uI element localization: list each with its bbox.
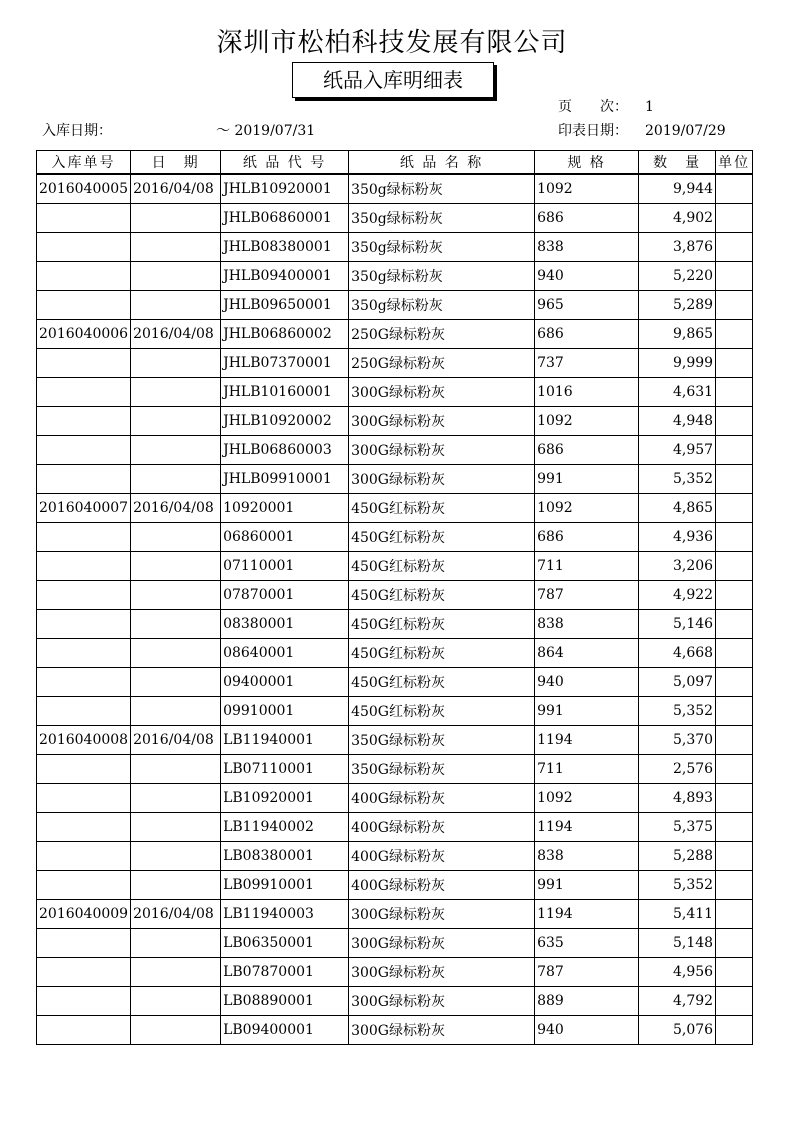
table-row <box>37 291 753 320</box>
table-row <box>37 871 753 900</box>
cell-unit <box>716 929 753 958</box>
cell-inbound-no <box>37 697 131 726</box>
cell-date <box>131 233 221 262</box>
cell-date <box>131 465 221 494</box>
cell-spec: 635 <box>535 929 639 958</box>
cell-spec: 940 <box>535 262 639 291</box>
table-row <box>37 233 753 262</box>
cell-quantity: 3,876 <box>639 233 716 262</box>
cell-paper-code: JHLB09400001 <box>221 262 349 291</box>
cell-date <box>131 842 221 871</box>
cell-quantity: 4,668 <box>639 639 716 668</box>
cell-unit <box>716 842 753 871</box>
table-row <box>37 407 753 436</box>
table-row <box>37 726 753 755</box>
cell-spec: 737 <box>535 349 639 378</box>
cell-paper-name: 350g绿标粉灰 <box>349 233 535 262</box>
cell-inbound-no <box>37 929 131 958</box>
cell-inbound-no <box>37 291 131 320</box>
cell-date <box>131 349 221 378</box>
cell-quantity: 9,999 <box>639 349 716 378</box>
cell-inbound-no: 2016040008 <box>37 726 131 755</box>
cell-date: 2016/04/08 <box>131 900 221 929</box>
cell-paper-name: 300G绿标粉灰 <box>349 407 535 436</box>
cell-spec: 1092 <box>535 174 639 204</box>
cell-spec: 940 <box>535 1016 639 1045</box>
header-unit: 单位 <box>716 151 753 175</box>
cell-paper-code: LB09910001 <box>221 871 349 900</box>
cell-spec: 711 <box>535 755 639 784</box>
cell-quantity: 5,097 <box>639 668 716 697</box>
cell-spec: 711 <box>535 552 639 581</box>
cell-inbound-no <box>37 233 131 262</box>
cell-date <box>131 755 221 784</box>
cell-paper-code: JHLB06860002 <box>221 320 349 349</box>
cell-unit <box>716 349 753 378</box>
cell-unit <box>716 465 753 494</box>
cell-unit <box>716 900 753 929</box>
cell-unit <box>716 262 753 291</box>
cell-paper-code: JHLB10920001 <box>221 174 349 204</box>
cell-quantity: 4,893 <box>639 784 716 813</box>
cell-date <box>131 378 221 407</box>
cell-unit <box>716 552 753 581</box>
cell-spec: 1092 <box>535 784 639 813</box>
table-row <box>37 929 753 958</box>
cell-unit <box>716 407 753 436</box>
cell-paper-code: 06860001 <box>221 523 349 552</box>
cell-paper-code: 08380001 <box>221 610 349 639</box>
table-row <box>37 842 753 871</box>
cell-paper-name: 450G红标粉灰 <box>349 552 535 581</box>
cell-spec: 686 <box>535 523 639 552</box>
cell-spec: 1194 <box>535 726 639 755</box>
cell-quantity: 5,411 <box>639 900 716 929</box>
cell-date <box>131 291 221 320</box>
cell-inbound-no <box>37 465 131 494</box>
cell-unit <box>716 1016 753 1045</box>
inbound-detail-table <box>36 150 753 1045</box>
cell-paper-code: JHLB09650001 <box>221 291 349 320</box>
cell-unit <box>716 871 753 900</box>
table-row <box>37 987 753 1016</box>
cell-unit <box>716 697 753 726</box>
cell-spec: 991 <box>535 871 639 900</box>
cell-date <box>131 697 221 726</box>
page-label: 页 次： <box>558 99 628 115</box>
cell-date <box>131 610 221 639</box>
cell-date: 2016/04/08 <box>131 494 221 523</box>
cell-paper-name: 350g绿标粉灰 <box>349 262 535 291</box>
cell-date <box>131 813 221 842</box>
table-row <box>37 668 753 697</box>
cell-paper-name: 300G绿标粉灰 <box>349 929 535 958</box>
print-date-label: 印表日期： <box>558 123 628 139</box>
cell-unit <box>716 958 753 987</box>
cell-inbound-no <box>37 581 131 610</box>
cell-quantity: 4,936 <box>639 523 716 552</box>
cell-quantity: 5,148 <box>639 929 716 958</box>
cell-date <box>131 436 221 465</box>
cell-inbound-no <box>37 871 131 900</box>
cell-spec: 838 <box>535 233 639 262</box>
cell-date: 2016/04/08 <box>131 320 221 349</box>
cell-unit <box>716 291 753 320</box>
cell-date <box>131 262 221 291</box>
cell-paper-code: LB08380001 <box>221 842 349 871</box>
cell-paper-name: 450G红标粉灰 <box>349 668 535 697</box>
cell-date <box>131 871 221 900</box>
cell-inbound-no <box>37 1016 131 1045</box>
cell-inbound-no <box>37 204 131 233</box>
cell-quantity: 5,375 <box>639 813 716 842</box>
cell-paper-name: 350g绿标粉灰 <box>349 291 535 320</box>
table-row <box>37 436 753 465</box>
table-row <box>37 639 753 668</box>
cell-quantity: 5,352 <box>639 465 716 494</box>
cell-unit <box>716 174 753 204</box>
cell-unit <box>716 987 753 1016</box>
table-row <box>37 784 753 813</box>
cell-unit <box>716 581 753 610</box>
cell-unit <box>716 610 753 639</box>
cell-date: 2016/04/08 <box>131 726 221 755</box>
cell-paper-code: JHLB10160001 <box>221 378 349 407</box>
cell-spec: 1194 <box>535 900 639 929</box>
cell-paper-code: JHLB08380001 <box>221 233 349 262</box>
cell-spec: 889 <box>535 987 639 1016</box>
inbound-date-range: ～ 2019/07/31 <box>216 123 316 139</box>
cell-date <box>131 784 221 813</box>
cell-paper-name: 300G绿标粉灰 <box>349 900 535 929</box>
cell-spec: 686 <box>535 320 639 349</box>
table-row <box>37 610 753 639</box>
cell-paper-name: 350G绿标粉灰 <box>349 755 535 784</box>
cell-paper-code: 07870001 <box>221 581 349 610</box>
cell-inbound-no <box>37 262 131 291</box>
cell-quantity: 4,792 <box>639 987 716 1016</box>
cell-date <box>131 639 221 668</box>
table-row <box>37 552 753 581</box>
cell-unit <box>716 668 753 697</box>
cell-paper-name: 400G绿标粉灰 <box>349 813 535 842</box>
cell-inbound-no <box>37 349 131 378</box>
table-row <box>37 204 753 233</box>
cell-unit <box>716 494 753 523</box>
inbound-date-label: 入库日期： <box>42 123 112 139</box>
cell-quantity: 4,865 <box>639 494 716 523</box>
table-row <box>37 958 753 987</box>
table-row <box>37 465 753 494</box>
cell-unit <box>716 204 753 233</box>
cell-quantity: 4,948 <box>639 407 716 436</box>
cell-inbound-no <box>37 958 131 987</box>
cell-quantity: 5,352 <box>639 697 716 726</box>
company-name: 深圳市松柏科技发展有限公司 <box>216 28 568 58</box>
cell-paper-code: LB08890001 <box>221 987 349 1016</box>
cell-date <box>131 958 221 987</box>
cell-paper-code: LB11940001 <box>221 726 349 755</box>
table-row <box>37 349 753 378</box>
cell-date <box>131 987 221 1016</box>
cell-unit <box>716 726 753 755</box>
cell-quantity: 4,902 <box>639 204 716 233</box>
report-title: 纸品入库明细表 <box>292 62 494 98</box>
cell-paper-name: 300G绿标粉灰 <box>349 958 535 987</box>
cell-inbound-no <box>37 813 131 842</box>
cell-paper-name: 350g绿标粉灰 <box>349 174 535 204</box>
cell-quantity: 9,944 <box>639 174 716 204</box>
cell-paper-name: 300G绿标粉灰 <box>349 378 535 407</box>
cell-quantity: 4,957 <box>639 436 716 465</box>
table-row <box>37 1016 753 1045</box>
cell-spec: 991 <box>535 697 639 726</box>
cell-spec: 787 <box>535 581 639 610</box>
cell-spec: 1092 <box>535 494 639 523</box>
table-row <box>37 262 753 291</box>
cell-spec: 838 <box>535 610 639 639</box>
table-row <box>37 581 753 610</box>
cell-date <box>131 668 221 697</box>
cell-paper-name: 300G绿标粉灰 <box>349 465 535 494</box>
cell-paper-name: 350G绿标粉灰 <box>349 726 535 755</box>
cell-paper-name: 250G绿标粉灰 <box>349 320 535 349</box>
cell-unit <box>716 320 753 349</box>
cell-inbound-no: 2016040005 <box>37 174 131 204</box>
cell-paper-name: 450G红标粉灰 <box>349 581 535 610</box>
cell-quantity: 5,288 <box>639 842 716 871</box>
cell-paper-name: 250G绿标粉灰 <box>349 349 535 378</box>
cell-inbound-no <box>37 668 131 697</box>
cell-unit <box>716 813 753 842</box>
cell-spec: 686 <box>535 436 639 465</box>
cell-date <box>131 1016 221 1045</box>
cell-inbound-no <box>37 407 131 436</box>
cell-date <box>131 407 221 436</box>
cell-quantity: 5,370 <box>639 726 716 755</box>
cell-spec: 1016 <box>535 378 639 407</box>
cell-paper-code: 09400001 <box>221 668 349 697</box>
cell-spec: 940 <box>535 668 639 697</box>
cell-unit <box>716 523 753 552</box>
cell-date: 2016/04/08 <box>131 174 221 204</box>
cell-spec: 838 <box>535 842 639 871</box>
cell-inbound-no <box>37 552 131 581</box>
header-quantity: 数 量 <box>639 151 716 175</box>
table-row <box>37 755 753 784</box>
cell-paper-code: 10920001 <box>221 494 349 523</box>
cell-paper-name: 450G红标粉灰 <box>349 697 535 726</box>
cell-inbound-no: 2016040009 <box>37 900 131 929</box>
cell-spec: 864 <box>535 639 639 668</box>
cell-paper-name: 400G绿标粉灰 <box>349 784 535 813</box>
table-row <box>37 174 753 204</box>
table-row <box>37 523 753 552</box>
cell-spec: 991 <box>535 465 639 494</box>
cell-quantity: 4,631 <box>639 378 716 407</box>
cell-quantity: 5,352 <box>639 871 716 900</box>
cell-unit <box>716 436 753 465</box>
table-row <box>37 900 753 929</box>
table-row <box>37 494 753 523</box>
cell-paper-code: JHLB06860003 <box>221 436 349 465</box>
cell-paper-code: LB09400001 <box>221 1016 349 1045</box>
cell-inbound-no <box>37 987 131 1016</box>
print-date-value: 2019/07/29 <box>645 123 726 139</box>
cell-quantity: 4,922 <box>639 581 716 610</box>
cell-quantity: 4,956 <box>639 958 716 987</box>
cell-paper-name: 300G绿标粉灰 <box>349 1016 535 1045</box>
cell-paper-name: 450G红标粉灰 <box>349 610 535 639</box>
cell-paper-code: JHLB06860001 <box>221 204 349 233</box>
cell-spec: 965 <box>535 291 639 320</box>
cell-paper-name: 400G绿标粉灰 <box>349 871 535 900</box>
cell-paper-name: 450G红标粉灰 <box>349 523 535 552</box>
cell-paper-code: LB11940003 <box>221 900 349 929</box>
cell-spec: 1194 <box>535 813 639 842</box>
cell-paper-code: LB10920001 <box>221 784 349 813</box>
cell-spec: 1092 <box>535 407 639 436</box>
table-header-row <box>37 151 753 175</box>
cell-quantity: 3,206 <box>639 552 716 581</box>
cell-unit <box>716 378 753 407</box>
cell-date <box>131 204 221 233</box>
cell-inbound-no <box>37 784 131 813</box>
cell-paper-code: 08640001 <box>221 639 349 668</box>
cell-date <box>131 523 221 552</box>
cell-inbound-no <box>37 842 131 871</box>
cell-paper-name: 450G红标粉灰 <box>349 494 535 523</box>
cell-paper-code: LB07870001 <box>221 958 349 987</box>
cell-inbound-no <box>37 378 131 407</box>
header-spec: 规 格 <box>535 151 639 175</box>
cell-quantity: 2,576 <box>639 755 716 784</box>
cell-date <box>131 581 221 610</box>
cell-paper-code: JHLB09910001 <box>221 465 349 494</box>
header-paper-name: 纸 品 名 称 <box>349 151 535 175</box>
cell-inbound-no <box>37 755 131 784</box>
cell-unit <box>716 639 753 668</box>
cell-paper-code: LB11940002 <box>221 813 349 842</box>
cell-paper-code: LB06350001 <box>221 929 349 958</box>
table-row <box>37 697 753 726</box>
cell-quantity: 5,146 <box>639 610 716 639</box>
cell-inbound-no <box>37 523 131 552</box>
cell-date <box>131 552 221 581</box>
cell-paper-name: 300G绿标粉灰 <box>349 987 535 1016</box>
cell-paper-code: LB07110001 <box>221 755 349 784</box>
cell-quantity: 5,289 <box>639 291 716 320</box>
cell-inbound-no <box>37 610 131 639</box>
table-row <box>37 320 753 349</box>
cell-spec: 787 <box>535 958 639 987</box>
cell-paper-name: 400G绿标粉灰 <box>349 842 535 871</box>
cell-quantity: 9,865 <box>639 320 716 349</box>
header-paper-code: 纸 品 代 号 <box>221 151 349 175</box>
cell-inbound-no: 2016040007 <box>37 494 131 523</box>
cell-date <box>131 929 221 958</box>
table-row <box>37 378 753 407</box>
table-row <box>37 813 753 842</box>
cell-paper-code: 09910001 <box>221 697 349 726</box>
cell-inbound-no <box>37 436 131 465</box>
cell-quantity: 5,076 <box>639 1016 716 1045</box>
cell-unit <box>716 755 753 784</box>
cell-quantity: 5,220 <box>639 262 716 291</box>
cell-inbound-no: 2016040006 <box>37 320 131 349</box>
cell-paper-name: 300G绿标粉灰 <box>349 436 535 465</box>
cell-paper-code: 07110001 <box>221 552 349 581</box>
cell-spec: 686 <box>535 204 639 233</box>
cell-unit <box>716 784 753 813</box>
cell-inbound-no <box>37 639 131 668</box>
header-date: 日 期 <box>131 151 221 175</box>
cell-unit <box>716 233 753 262</box>
header-inbound-no: 入库单号 <box>37 151 131 175</box>
cell-paper-code: JHLB10920002 <box>221 407 349 436</box>
cell-paper-name: 350g绿标粉灰 <box>349 204 535 233</box>
page-number: 1 <box>645 99 654 115</box>
cell-paper-code: JHLB07370001 <box>221 349 349 378</box>
cell-paper-name: 450G红标粉灰 <box>349 639 535 668</box>
